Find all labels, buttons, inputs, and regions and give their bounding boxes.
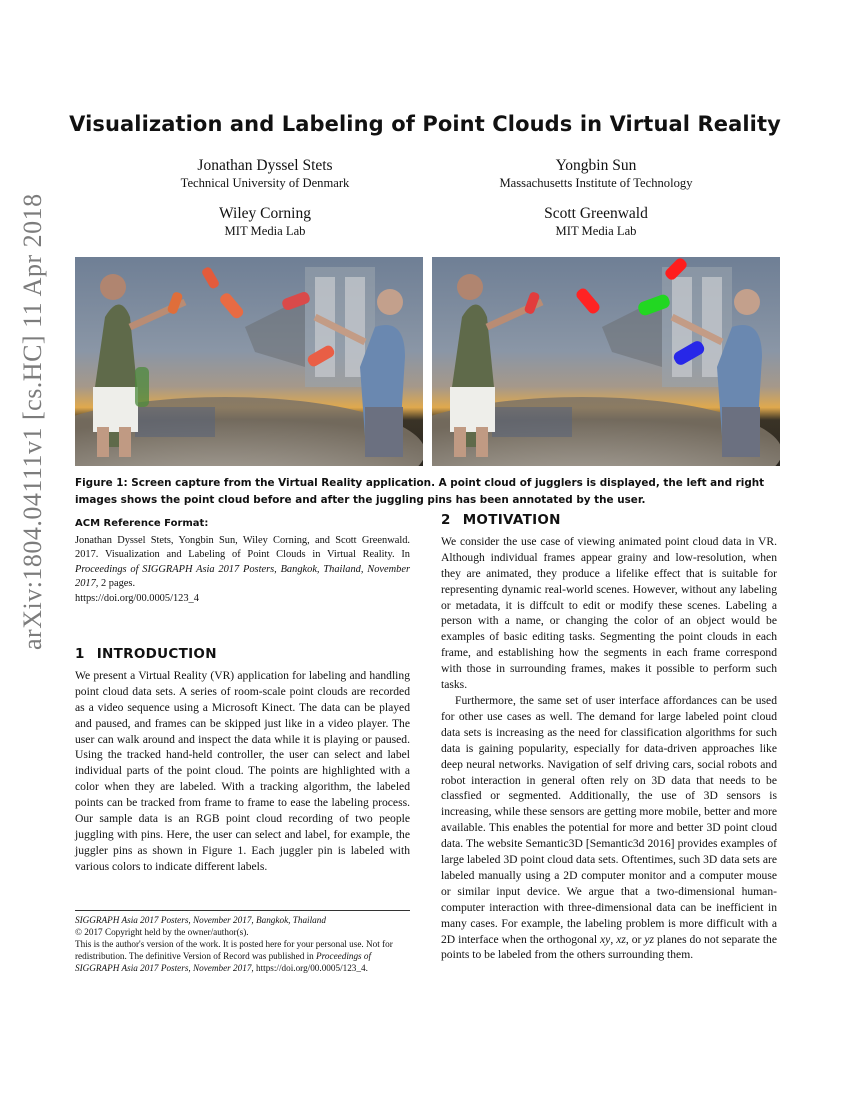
motivation-section bbox=[441, 513, 777, 963]
author-name: Scott Greenwald bbox=[544, 205, 648, 222]
footnote-divider bbox=[75, 910, 410, 911]
introduction-section bbox=[75, 647, 410, 875]
footnote-block bbox=[75, 914, 410, 974]
motivation-paragraph-2-text: Furthermore, the same set of user interface affordances can be used for other use cases as well. The demand for large labeled point cloud data sets is increasing as the need for classification algorithms for such data is gaining popularity, especially for data-driven approaches like deep neural networks. Navigation of self driving cars, social robots and robot interaction in general often rely on 3D data that needs to be classfied or segmented. Additionally, the use of 3D sensors is increasing, while these sensors are getting more mobile, better and more available. This enables the potential for more and better 3D point cloud data. The website Semantic3D [Semantic3d 2016] provides examples of large labeled 3D point cloud data sets. Oftentimes, such 3D data sets are labeled manually using a 2D computer monitor and a computer mouse or similar input device. We argue that a two-dimensional human-computer interaction with three-dimensional data can be inefficient in many cases. For example, the labeling problem is more difficult with a 2D interface when the orthogonal bbox=[441, 693, 777, 946]
figure-panel-before bbox=[75, 257, 423, 466]
arxiv-stamp: arXiv:1804.04111v1 [cs.HC] 11 Apr 2018 bbox=[18, 193, 47, 650]
author-name: Wiley Corning bbox=[219, 205, 311, 222]
footnote-venue: SIGGRAPH Asia 2017 Posters, November 2017, Bangkok, Thailand bbox=[75, 915, 326, 925]
author-block-1 bbox=[120, 156, 410, 191]
section-title: INTRODUCTION bbox=[96, 646, 217, 662]
footnote-notice bbox=[75, 938, 410, 974]
footnote-copyright: © 2017 Copyright held by the owner/author(s). bbox=[75, 927, 249, 937]
motivation-paragraph-2-end: planes do not separate the points to be labeled from the others surrounding them. bbox=[441, 932, 777, 962]
math-xy: xy bbox=[600, 932, 611, 946]
motivation-paragraph-2 bbox=[441, 693, 777, 963]
math-separator: , bbox=[610, 932, 617, 946]
section-title: MOTIVATION bbox=[462, 512, 561, 528]
acm-reference-heading: ACM Reference Format: bbox=[75, 518, 209, 529]
section-number: 2 bbox=[441, 512, 451, 528]
point-cloud-after-image bbox=[432, 257, 780, 466]
author-affiliation: MIT Media Lab bbox=[224, 224, 306, 238]
author-affiliation: Massachusetts Institute of Technology bbox=[499, 176, 693, 190]
paper-title: Visualization and Labeling of Point Clouds in Virtual Reality bbox=[69, 112, 781, 136]
author-block-2 bbox=[440, 156, 752, 191]
acm-reference-doi: https://doi.org/00.0005/123_4 bbox=[75, 592, 199, 604]
author-block-3 bbox=[120, 204, 410, 239]
math-separator: , or bbox=[625, 932, 645, 946]
acm-reference-citation: Jonathan Dyssel Stets, Yongbin Sun, Wiley Corning, and Scott Greenwald. 2017. Visualization and Labeling of Point Clouds in Virtual Reality. In bbox=[75, 534, 410, 561]
acm-reference-pages: 2 pages. bbox=[98, 578, 136, 590]
math-xz: xz bbox=[616, 932, 626, 946]
author-name: Jonathan Dyssel Stets bbox=[197, 157, 333, 174]
acm-reference-block bbox=[75, 516, 410, 606]
footnote-notice-doi: , https://doi.org/00.0005/123_4. bbox=[251, 963, 368, 973]
point-cloud-before-image bbox=[75, 257, 423, 466]
figure-panel-after bbox=[432, 257, 780, 466]
footnote-notice-venue: Proceedings of SIGGRAPH Asia 2017 Posters, November 2017 bbox=[75, 951, 372, 973]
footnote-notice-text: This is the author's version of the work. It is posted here for your personal use. Not for redistribution. The definitive Version of Record was published in bbox=[75, 939, 393, 961]
motivation-paragraph-1: We consider the use case of viewing animated point cloud data in VR. Although individual frames appear grainy and low-resolution, when they are animated, they produce a lifelike effect that is suitable for representing dynamic real-world scenes. However, without any labeling or metadata, it is diffcult to edit or modify these scenes. Labeling a person with a name, or changing the color of an object would be examples of basic editing tasks. Segmenting the point clouds in each frame, and establishing how the segments in each frame correspond with those in surrounding frames, makes it possible to perform such tasks. bbox=[441, 534, 777, 692]
math-yz: yz bbox=[644, 932, 655, 946]
acm-reference-text bbox=[75, 534, 410, 592]
author-affiliation: MIT Media Lab bbox=[555, 224, 637, 238]
acm-reference-venue: Proceedings of SIGGRAPH Asia 2017 Posters, Bangkok, Thailand, November 2017, bbox=[75, 563, 410, 590]
author-name: Yongbin Sun bbox=[555, 157, 637, 174]
figure-caption: Figure 1: Screen capture from the Virtual Reality application. A point cloud of jugglers is displayed, the left and right images shows the point cloud before and after the juggling pins has been annotated by the user. bbox=[75, 477, 765, 506]
introduction-heading bbox=[75, 647, 410, 663]
section-number: 1 bbox=[75, 646, 85, 662]
author-block-4 bbox=[440, 204, 752, 239]
introduction-paragraph: We present a Virtual Reality (VR) application for labeling and handling point cloud data sets. A series of room-scale point clouds are recorded as a video sequence using a Microsoft Kinect. The data can be played and paused, and frames can be skipped just like in a video player. The user can walk around and inspect the data while it is playing or paused. Using the tracked hand-held controller, the user can select and label individual parts of the point cloud. The points are highlighted with a color when they are labeled. With a tracking algorithm, the labeled points can be tracked from frame to frame to ease the labeling process. Our sample data is an RGB point cloud recording of two people juggling with pins. Here, the user can select and label, for example, the juggler pins as shown in Figure 1. Each juggler pin is labeled with various colors to indicate different labels. bbox=[75, 668, 410, 873]
author-affiliation: Technical University of Denmark bbox=[180, 176, 350, 190]
motivation-heading bbox=[441, 513, 777, 529]
